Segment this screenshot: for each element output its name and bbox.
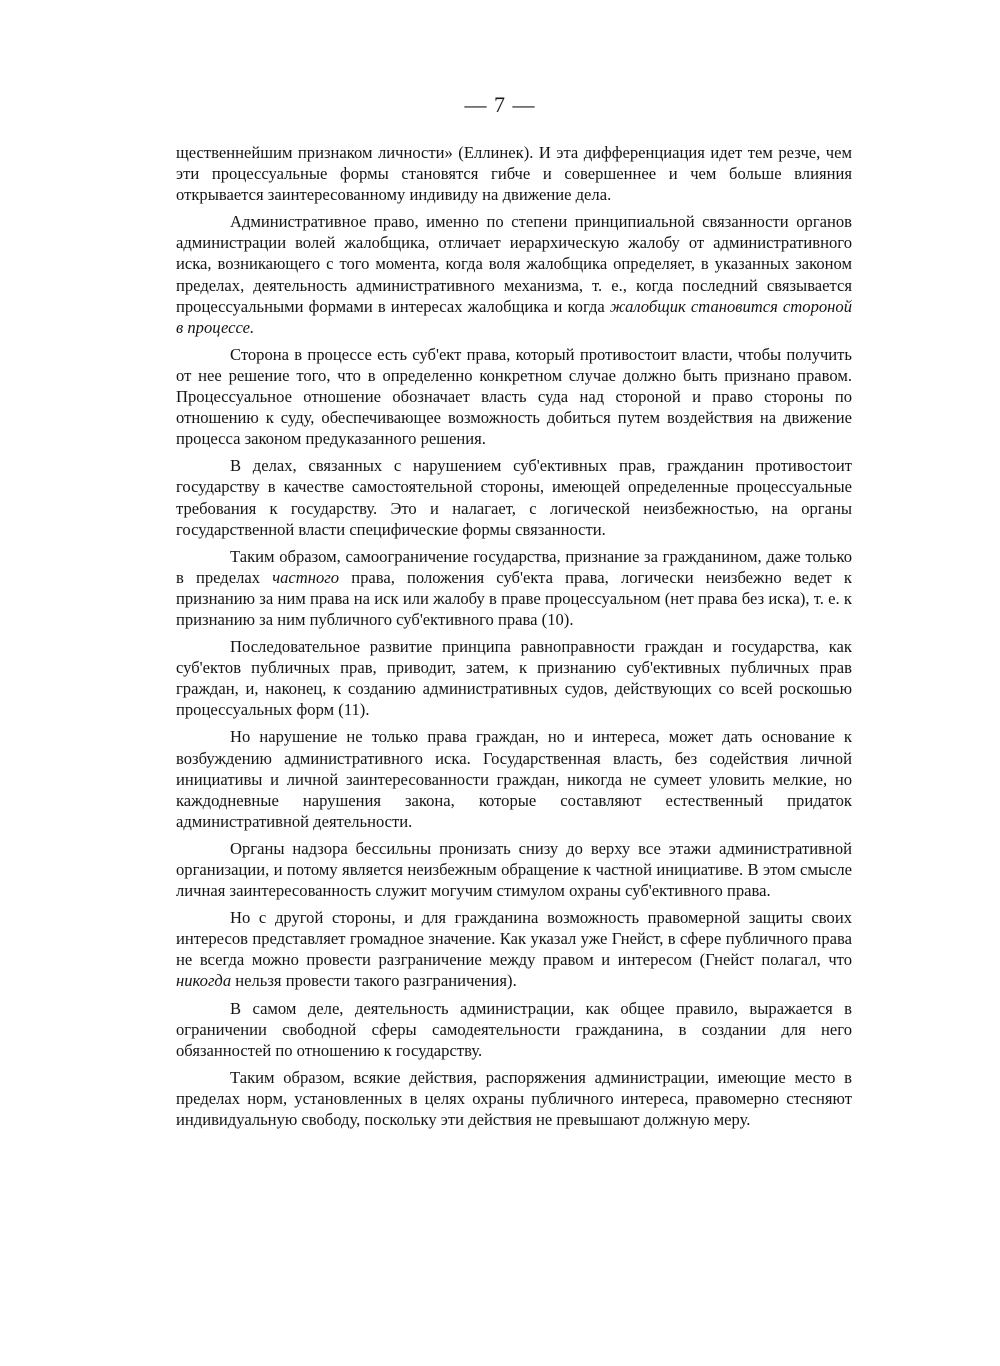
paragraph — [176, 726, 852, 831]
paragraph-text: Последовательное развитие принципа равноправности граждан и государства, как суб'ектов публичных прав, приводит, затем, к признанию суб'ективных публичных прав граждан, и, наконец, к созданию административных судов, действующих со всей роскошью процессуальных форм (11). — [176, 637, 852, 720]
paragraph — [176, 211, 852, 338]
paragraph — [176, 1067, 852, 1130]
paragraph — [176, 455, 852, 539]
paragraph-text: Органы надзора бессильны пронизать снизу до верху все этажи административной организации, и потому является неизбежным обращение к частной инициативе. В этом смысле личная заинтересованность служит могучим стимулом охраны суб'ективного права. — [176, 838, 852, 901]
paragraph-text: В делах, связанных с нарушением суб'ективных прав, гражданин противостоит государству в качестве самостоятельной стороны, имеющей определенные процессуальные требования к государству. Это и налагает, с логической неизбежностью, на органы государственной власти специфические формы связанности. — [176, 456, 852, 539]
paragraph — [176, 998, 852, 1061]
paragraph-text: Но с другой стороны, и для гражданина возможность правомерной защиты своих интересов представляет громадное значение. Как указал уже Гнейст, в сфере публичного права не всегда можно провести разграничение между правом и интересом (Гнейст полагал, что — [176, 908, 852, 970]
paragraph — [176, 546, 852, 630]
paragraph-text: Сторона в процессе есть суб'ект права, который противостоит власти, чтобы получить от нее решение того, что в определенно конкретном случае должно быть признано правом. Процессуальное отношение обозначает власть суда над стороной и право стороны по отношению к суду, обеспечивающее возможность добиться путем воздействия на движение процесса законом предуказанного решения. — [176, 344, 852, 449]
paragraph — [176, 838, 852, 901]
paragraph-text: Таким образом, всякие действия, распоряжения администрации, имеющие место в пределах норм, установленных в целях охраны публичного интереса, правомерно стесняют индивидуальную свободу, поскольку эти действия не превышают должную меру. — [176, 1067, 852, 1130]
paragraph-text: права, положения суб'екта права, логически неизбежно ведет к признанию за ним права на иск или жалобу в праве процессуальном (нет права без иска), т. е. к признанию за ним публичного суб'ективного права (10). — [176, 567, 852, 629]
paragraph-text: нельзя провести такого разграничения). — [231, 971, 517, 991]
paragraph — [176, 636, 852, 720]
paragraph-text: В самом деле, деятельность администрации, как общее правило, выражается в ограничении свободной сферы самодеятельности гражданина, в создании для него обязанностей по отношению к государству. — [176, 998, 852, 1060]
paragraph-text: щественнейшим признаком личности» (Еллинек). И эта дифференциация идет тем резче, чем эти процессуальные формы становятся гибче и совершеннее и чем больше влияния открывается заинтересованному индивиду на движение дела. — [176, 143, 852, 205]
italic-text: частного — [272, 567, 340, 587]
paragraph — [176, 344, 852, 449]
paragraph — [176, 907, 852, 991]
paragraph — [176, 142, 852, 205]
body-text — [176, 142, 852, 1136]
italic-text: никогда — [176, 971, 232, 991]
paragraph-text: Административное право, именно по степени принципиальной связанности органов администрации волей жалобщика, отличает иерархическую жалобу от административного иска, возникающего с того момента, когда воля жалобщика определяет, в указанных законом пределах, деятельность административного механизма, т. е., когда последний связывается процессуальными формами в интересах жалобщика и когда — [176, 212, 852, 316]
paragraph-text: Таким образом, самоограничение государства, признание за гражданином, даже только в пределах — [176, 546, 852, 587]
page-number: — 7 — — [464, 92, 536, 117]
italic-text: жалобщик становится стороной в процессе. — [176, 296, 852, 337]
paragraph-text: Но нарушение не только права граждан, но и интереса, может дать основание к возбуждению административного иска. Государственная власть, без содействия личной инициативы и личной заинтересованности граждан, никогда не сумеет уловить мелкие, но каждодневные нарушения закона, которые составляют естественный придаток административной деятельности. — [176, 727, 852, 831]
